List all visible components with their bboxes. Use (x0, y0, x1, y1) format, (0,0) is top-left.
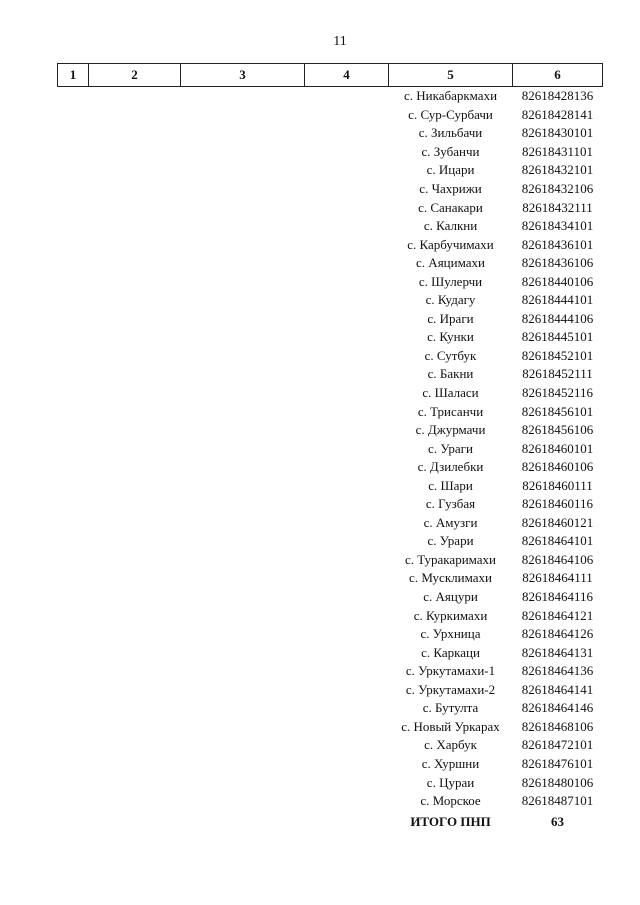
table-row (58, 161, 603, 180)
settlement-name: с. Джурмачи (415, 422, 486, 438)
table-row (58, 272, 603, 291)
column-header-2: 2 (89, 64, 181, 87)
oktmo-code: 82618432111 (522, 199, 593, 215)
settlement-name: с. Ураги (428, 440, 473, 456)
settlement-name: с. Мусклимахи (409, 570, 492, 586)
oktmo-code: 82618428141 (521, 106, 594, 122)
settlement-name: с. Бутулта (422, 700, 479, 716)
oktmo-code: 82618464116 (521, 589, 594, 605)
oktmo-code: 82618452101 (521, 347, 594, 363)
table-body (58, 87, 603, 831)
table-row (58, 681, 603, 700)
oktmo-code: 82618460116 (521, 496, 594, 512)
oktmo-code: 82618464121 (521, 607, 594, 623)
settlement-name: с. Сутбук (424, 347, 477, 363)
table-row (58, 495, 603, 514)
oktmo-code: 82618431101 (521, 143, 594, 159)
settlement-name: с. Шари (428, 477, 473, 493)
settlement-name: с. Урхница (420, 626, 481, 642)
table-row (58, 198, 603, 217)
oktmo-code: 82618428136 (521, 88, 594, 104)
oktmo-code: 82618444106 (521, 310, 594, 326)
settlement-name: с. Урари (427, 533, 474, 549)
oktmo-code: 82618464146 (521, 700, 594, 716)
table-row (58, 235, 603, 254)
table-row (58, 291, 603, 310)
table-row (58, 347, 603, 366)
table-row (58, 569, 603, 588)
table-row (58, 421, 603, 440)
oktmo-code: 82618487101 (521, 793, 594, 809)
table-row (58, 755, 603, 774)
settlement-name: с. Санакари (418, 199, 483, 215)
settlement-name: с. Ицари (426, 162, 475, 178)
table-row (58, 458, 603, 477)
settlement-name: с. Зубанчи (421, 143, 480, 159)
settlement-name: с. Зильбачи (418, 125, 483, 141)
settlement-name: с. Калкни (423, 218, 478, 234)
oktmo-code: 82618464131 (521, 644, 594, 660)
table-row (58, 551, 603, 570)
total-value: 63 (551, 813, 564, 829)
oktmo-code: 82618476101 (521, 755, 594, 771)
settlement-name: с. Бакни (427, 366, 474, 382)
column-header-3: 3 (181, 64, 305, 87)
oktmo-code: 82618452111 (522, 366, 593, 382)
table-row (58, 328, 603, 347)
table-row (58, 606, 603, 625)
table-row (58, 310, 603, 329)
settlement-name: с. Аяцури (423, 589, 478, 605)
column-header-6: 6 (513, 64, 603, 87)
table-row (58, 736, 603, 755)
table-row (58, 476, 603, 495)
total-row (58, 810, 603, 831)
oktmo-code: 82618432106 (521, 181, 594, 196)
table-row (58, 384, 603, 403)
table-row (58, 402, 603, 421)
oktmo-code: 82618480106 (521, 774, 594, 790)
oktmo-code: 82618460121 (521, 514, 594, 530)
oktmo-code: 82618440106 (521, 273, 594, 289)
column-header-5: 5 (389, 64, 513, 87)
oktmo-code: 82618432101 (521, 162, 594, 178)
table-row (58, 514, 603, 533)
oktmo-code: 82618444101 (521, 292, 594, 308)
oktmo-code: 82618456101 (521, 403, 594, 419)
table-row (58, 588, 603, 607)
settlement-name: с. Кунки (427, 329, 474, 345)
oktmo-code: 82618464136 (521, 663, 594, 679)
table-row (58, 792, 603, 811)
table-row (58, 773, 603, 792)
oktmo-code: 82618468106 (521, 718, 594, 734)
table-row (58, 180, 603, 199)
settlement-name: с. Шулерчи (418, 273, 483, 289)
settlement-name: с. Хуршни (421, 755, 480, 771)
oktmo-code: 82618460106 (521, 459, 594, 475)
settlement-name: с. Уркутамахи-1 (405, 663, 496, 679)
oktmo-code: 82618434101 (521, 218, 594, 234)
table-row (58, 254, 603, 273)
oktmo-code: 82618430101 (521, 125, 594, 141)
settlements-table (57, 63, 603, 831)
table-row (58, 365, 603, 384)
oktmo-code: 82618464111 (522, 570, 593, 586)
settlement-name: с. Новый Уркарах (401, 718, 500, 734)
settlement-name: с. Амузги (423, 514, 478, 530)
oktmo-code: 82618460111 (522, 477, 593, 493)
oktmo-code: 82618452116 (521, 385, 594, 401)
column-header-4: 4 (305, 64, 389, 87)
settlement-name: с. Харбук (424, 737, 477, 753)
settlement-name: с. Кудагу (425, 292, 476, 308)
table-row (58, 124, 603, 143)
table-row (58, 699, 603, 718)
settlement-name: с. Никабаркмахи (403, 88, 498, 104)
oktmo-code: 82618472101 (521, 737, 594, 753)
settlement-name: с. Уркутамахи-2 (405, 681, 496, 697)
table-row (58, 87, 603, 106)
settlement-name: с. Дзилебки (417, 459, 484, 475)
oktmo-code: 82618464106 (521, 551, 594, 567)
oktmo-code: 82618456106 (521, 422, 594, 438)
table-row (58, 625, 603, 644)
oktmo-code: 82618460101 (521, 440, 594, 456)
settlement-name: с. Куркимахи (413, 607, 488, 623)
table-row (58, 439, 603, 458)
column-header-1: 1 (58, 64, 89, 87)
settlement-name: с. Шаласи (422, 385, 479, 401)
oktmo-code: 82618436101 (521, 236, 594, 252)
settlement-name: с. Аяцимахи (416, 255, 485, 271)
settlement-name: с. Каркаци (421, 644, 480, 660)
settlement-name: с. Ираги (427, 310, 474, 326)
table-row (58, 662, 603, 681)
settlement-name: с. Чахрижи (419, 181, 482, 196)
settlement-name: с. Туракаримахи (404, 551, 497, 567)
total-label: ИТОГО ПНП (410, 813, 491, 829)
table-header-row (58, 64, 603, 87)
table-row (58, 217, 603, 236)
table-row (58, 532, 603, 551)
oktmo-code: 82618464101 (521, 533, 594, 549)
oktmo-code: 82618445101 (521, 329, 594, 345)
table-row (58, 718, 603, 737)
settlement-name: с. Морское (420, 793, 481, 809)
oktmo-code: 82618436106 (521, 255, 594, 271)
settlement-name: с. Цураи (426, 774, 475, 790)
table-row (58, 106, 603, 125)
settlement-name: с. Трисанчи (417, 403, 484, 419)
settlement-name: с. Карбучимахи (407, 236, 494, 252)
oktmo-code: 82618464126 (521, 626, 594, 642)
settlement-name: с. Гузбая (425, 496, 476, 512)
table-row (58, 643, 603, 662)
settlement-name: с. Сур-Сурбачи (408, 106, 493, 122)
oktmo-code: 82618464141 (521, 681, 594, 697)
table-row (58, 143, 603, 162)
page-number: 11 (333, 34, 347, 49)
